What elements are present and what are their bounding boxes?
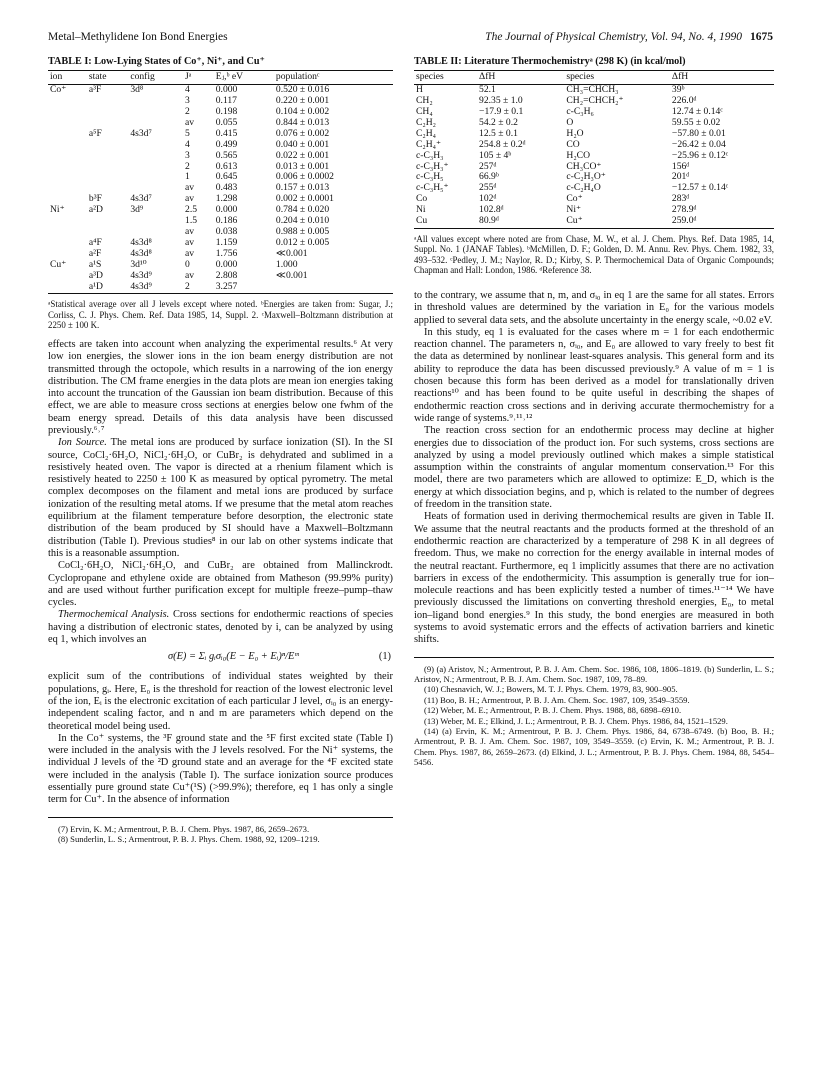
table-cell: −26.42 ± 0.04	[671, 138, 726, 150]
page-number: 1675	[750, 31, 773, 43]
table-row	[414, 140, 774, 151]
table-cell: 4	[185, 138, 190, 150]
table-cell: 5	[185, 127, 190, 139]
table-cell	[128, 216, 183, 227]
table-cell: O	[566, 116, 574, 128]
reference-12: (12) Weber, M. E.; Armentrout, P. B. J. Chem. Phys. 1988, 88, 6898–6910.	[424, 705, 682, 716]
table-cell: 102ᵈ	[479, 193, 497, 205]
left-paragraph-5: explicit sum of the contributions of individual states weighted by their populations, gᵢ. Here, E₀ is the threshold for reaction of the lowest electronic level of the ion, Eᵢ is the electronic excitation of each particular J level, σᵢ₀ is an energy-independent scaling factor, and n and m are parameters which depend on the theoretical model being used.	[48, 671, 393, 732]
thermochemical-text: Cross sections for endothermic reactions of species having a distribution of electronic states, denoted by i, can be analyzed by using eq 1, which involves an	[48, 609, 393, 646]
table-cell: c-C₃H₃	[416, 149, 444, 161]
table-cell: 1.5	[185, 215, 198, 227]
table-cell	[48, 238, 87, 249]
table1-column-header: Eⱼ,ᵇ eV	[214, 71, 274, 85]
right-paragraph-4: Heats of formation used in deriving thermochemical results are given in Table II. We assume that the neutral reactants and the products formed at the threshold of an endothermic reaction are characterized by a temperature of 298 K in all degrees of freedom. Thus, we make no correction for the energy available in internal modes of the neutral reactant. Furthermore, eq 1 implicitly assumes that there are no activation barriers in excess of the endothermicity. This assumption is generally true for ion–molecule reactions and has been explicitly tested a number of times.¹¹⁻¹⁴ We have previously discussed the limitations on converting threshold energies, E₀, to metal ion–ligand bond energies.⁹ In this study, the bond energies are measured in both systems to avoid systematic errors and the effects of activation barriers and kinetic shifts.	[414, 511, 774, 646]
table-cell: CO	[566, 138, 580, 150]
table-cell: 4s3d⁹	[128, 282, 183, 294]
section-head-thermochemical: Thermochemical Analysis.	[58, 609, 170, 621]
table-cell: 2.5	[185, 204, 198, 216]
table-cell	[87, 172, 128, 183]
table-row	[48, 260, 393, 271]
table-cell: 0.220 ± 0.001	[275, 95, 330, 107]
left-paragraph-4	[48, 609, 393, 646]
table-cell	[128, 162, 183, 173]
left-references	[48, 817, 393, 845]
table-cell	[87, 151, 128, 162]
table-cell	[87, 96, 128, 107]
table-cell: 0.186	[215, 215, 238, 227]
table-cell: Co⁺	[50, 84, 67, 96]
table-cell: H₂CO	[566, 149, 590, 161]
table-cell	[87, 162, 128, 173]
table-cell: 201ᵈ	[671, 171, 690, 183]
table-cell: 3d⁹	[130, 204, 144, 216]
table-cell: c-C₃H₆	[566, 106, 594, 118]
table-row	[414, 216, 774, 228]
table-cell: 255ᵈ	[479, 182, 497, 194]
table-cell: av	[185, 247, 195, 259]
table2-column-header: species	[564, 71, 670, 85]
table-cell	[48, 216, 87, 227]
table-cell: 0.157 ± 0.013	[275, 182, 330, 194]
table-cell: 4s3d⁸	[130, 236, 152, 248]
table-cell: 0.012 ± 0.005	[275, 236, 330, 248]
table-cell: c-C₃H₅⁺	[416, 182, 449, 194]
table-cell: 0.006 ± 0.0002	[275, 171, 334, 183]
left-paragraph-1: effects are taken into account when analyzing the experimental results.⁶ At very low ion energies, the slower ions in the ion beam energy distribution are not transmitted through the octopole, which results in a narrowing of the ion energy distribution. The CM frame energies in the data plots are mean ion energies taking into account the truncation of the Gaussian ion beam distribution. Because of this effect, we are able to measure cross sections at energies below one fwhm of the beam energy spread. Details of this data analysis have been discussed previously.⁶˒⁷	[48, 338, 393, 436]
table-cell: 0.002 ± 0.0001	[275, 193, 334, 205]
table-cell: 0.784 ± 0.020	[275, 204, 330, 216]
table-cell: 0.013 ± 0.001	[275, 160, 330, 172]
table-cell: 1	[185, 171, 190, 183]
table-cell: 1.159	[215, 236, 238, 248]
equation-number: (1)	[378, 651, 391, 663]
table-cell: 4s3d⁹	[130, 269, 152, 281]
table-cell: CH₂=CHCH₂⁺	[566, 95, 624, 107]
table-cell: a²D	[88, 204, 103, 216]
table-cell: 0.499	[215, 138, 238, 150]
table-cell: −25.96 ± 0.12ᶜ	[671, 149, 729, 161]
table-cell	[128, 96, 183, 107]
table-cell: a⁵F	[88, 127, 102, 139]
table-cell	[274, 282, 393, 294]
table-cell: Cu⁺	[564, 216, 670, 228]
table-cell	[48, 129, 87, 140]
table-cell: 3	[185, 95, 190, 107]
table-cell: 66.9ᵇ	[479, 171, 499, 183]
table-cell: 0.204 ± 0.010	[275, 215, 330, 227]
table-cell: Ni⁺	[566, 204, 582, 216]
table-cell: av	[185, 225, 195, 237]
table-cell: 226.0ᵈ	[671, 95, 697, 107]
table1-column-header: Jᵃ	[183, 71, 214, 85]
table-cell	[48, 162, 87, 173]
table-cell: 0.988 ± 0.005	[275, 225, 330, 237]
table-cell: 2.808	[215, 269, 238, 281]
table-cell: 3	[185, 149, 190, 161]
table-cell: 12.74 ± 0.14ᶜ	[671, 106, 723, 118]
table-cell: 3d⁸	[130, 84, 144, 96]
table1	[48, 70, 393, 294]
table-row	[414, 194, 774, 205]
table-cell: −17.9 ± 0.1	[479, 106, 524, 118]
equation-1	[48, 649, 393, 667]
table-cell: CH₄	[416, 106, 433, 118]
table-cell: −12.57 ± 0.14ᶜ	[671, 182, 729, 194]
table-cell: H	[416, 84, 423, 96]
table-cell: 4s3d⁷	[130, 193, 152, 205]
table2-footnote: ᵃAll values except where noted are from Chase, M. W., et al. J. Chem. Phys. Ref. Data 1985, 14, Suppl. No. 1 (JANAF Tables). ᵇMcMillen, D. F.; Golden, D. M. Annu. Rev. Phys. Chem. 1982, 33, 493–532. ᶜPedley, J. M.; Naylor, R. D.; Kirby, S. P. Thermochemical Data of Organic Compounds; Chapman and Hall: London, 1986. ᵈReference 38.	[414, 233, 774, 276]
left-paragraph-3: CoCl₂·6H₂O, NiCl₂·6H₂O, and CuBr₂ are obtained from Mallinckrodt. Cyclopropane and ethylene oxide are obtained from Matheson (99.99% purity) and are used without further purification except for multiple freeze–pump–thaw cycles.	[48, 560, 393, 609]
ion-source-text: The metal ions are produced by surface ionization (SI). In the SI source, CoCl₂·6H₂O, NiCl₂·6H₂O, or CuBr₂ is dehydrated and sublimed in a resistively heated oven. The vapor is directed at a rhenium filament which is resistively heated to 2250 ± 100 K as measured by optical pyrometry. The metal complex decomposes on the filament and metal ions are produced by surface ionization of the resulting metal atoms. If we presume that the metal atom reaches equilibrium at the filament temperature before desorption, the electronic state distribution of the beam produced by SI should have a Maxwell–Boltzmann distribution (Table I). Previous studies⁸ in our lab on other systems indicate that this is a reasonable assumption.	[48, 437, 394, 559]
section-head-ion-source: Ion Source.	[58, 437, 107, 449]
table-cell: 0.613	[215, 160, 238, 172]
left-paragraph-6: In the Co⁺ systems, the ³F ground state and the ⁵F first excited state (Table I) were included in the analysis with the J levels resolved. For the Ni⁺ systems, the individual J levels of the ²D ground state and an average for the ⁴F excited state were included in the analysis (Table I). The surface ionization source produces essentially pure ground state Cu⁺(¹S) (>99.9%); therefore, eq 1 has only a single term for Cu⁺. In the absence of information	[48, 732, 393, 806]
table-cell: CH₂	[416, 95, 433, 107]
table-cell: 92.35 ± 1.0	[479, 95, 523, 107]
table-cell: 3d¹⁰	[130, 258, 147, 270]
table-cell: 0.198	[215, 106, 238, 118]
table2	[414, 70, 774, 229]
table-cell: a¹D	[87, 282, 128, 294]
reference-13: (13) Weber, M. E.; Elkind, J. L.; Armentrout, P. B. J. Chem. Phys. 1986, 84, 1521–1529.	[424, 715, 728, 726]
table1-header-row	[48, 71, 393, 85]
table-cell	[128, 107, 183, 118]
journal-name: The Journal of Physical Chemistry, Vol. 94, No. 4, 1990	[485, 31, 742, 43]
left-paragraph-2	[48, 437, 393, 560]
table-cell: 0.565	[215, 149, 238, 161]
table-cell: a¹S	[88, 258, 102, 270]
table-row	[48, 140, 393, 151]
table-cell: 105 ± 4ᵇ	[479, 149, 512, 161]
table-cell	[48, 227, 87, 238]
table-cell: 0.022 ± 0.001	[275, 149, 330, 161]
table-cell: 0.000	[215, 84, 238, 96]
table-row	[414, 151, 774, 162]
table-cell: 4s3d⁸	[130, 247, 152, 259]
table-cell: H₂O	[566, 127, 584, 139]
table-cell	[48, 282, 87, 294]
table-cell: 0.040 ± 0.001	[275, 138, 330, 150]
table-cell: Cu⁺	[50, 258, 67, 270]
table-cell: 1.000	[275, 258, 298, 270]
table-cell: 52.1	[479, 84, 496, 96]
table-cell: 259.0ᵈ	[670, 216, 774, 228]
table-row	[48, 271, 393, 282]
table-cell	[87, 216, 128, 227]
reference-10: (10) Chesnavich, W. J.; Bowers, M. T. J. Phys. Chem. 1979, 83, 900–905.	[424, 684, 678, 695]
table-cell: 0.104 ± 0.002	[275, 106, 330, 118]
table-row	[48, 151, 393, 162]
table-cell: 1.298	[215, 193, 238, 205]
table-cell: av	[185, 269, 195, 281]
table1-column-header: populationᶜ	[274, 71, 393, 85]
table-cell	[48, 118, 87, 129]
table-cell: 283ᵈ	[671, 193, 690, 205]
table-cell	[48, 96, 87, 107]
table-cell: 0.076 ± 0.002	[275, 127, 330, 139]
table-cell: 1.756	[215, 247, 238, 259]
table-cell: a⁴F	[88, 236, 102, 248]
table-cell: 254.8 ± 0.2ᵈ	[479, 138, 526, 150]
table-cell: 0.000	[215, 258, 238, 270]
table-row	[48, 282, 393, 294]
table-cell: −57.80 ± 0.01	[671, 127, 726, 139]
reference-11: (11) Boo, B. H.; Armentrout, P. B. J. Am. Chem. Soc. 1987, 109, 3549–3559.	[424, 694, 690, 705]
table-cell	[48, 271, 87, 282]
table2-column-header: species	[414, 71, 477, 85]
table-cell: a²F	[88, 247, 102, 259]
table-cell: C₂H₄⁺	[416, 138, 442, 150]
table1-footnote: ᵃStatistical average over all J levels except where noted. ᵇEnergies are taken from: Sugar, J.; Corliss, C. J. Phys. Chem. Ref. Data 1985, 14, Suppl. 2. ᶜMaxwell–Boltzmann distribution at 2250 ± 100 K.	[48, 299, 393, 331]
table-cell: 3.257	[214, 282, 274, 294]
table-cell: 102.8ᵈ	[479, 204, 504, 216]
table-row	[414, 183, 774, 194]
table-cell	[87, 107, 128, 118]
table-cell: c-C₂H₃O⁺	[566, 171, 606, 183]
table-cell: 12.5 ± 0.1	[479, 127, 518, 139]
table-cell: c-C₃H₃⁺	[416, 160, 449, 172]
table-cell: c-C₂H₄O	[566, 182, 601, 194]
table-cell: 0.520 ± 0.016	[275, 84, 330, 96]
table-cell: C₂H₄	[416, 127, 437, 139]
reference-8: (8) Sunderlin, L. S.; Armentrout, P. B. J. Phys. Chem. 1988, 92, 1209–1219.	[58, 834, 320, 845]
right-column	[414, 56, 774, 768]
table-cell: 54.2 ± 0.2	[479, 116, 518, 128]
table2-column-header: ΔfH	[670, 71, 774, 85]
table-cell: Ni⁺	[50, 204, 65, 216]
table2-header-row	[414, 71, 774, 85]
table-cell: Co	[416, 193, 428, 205]
running-title: Metal–Methylidene Ion Bond Energies	[48, 31, 228, 43]
table-cell: c-C₃H₅	[416, 171, 444, 183]
table-cell: 0	[185, 258, 190, 270]
table-cell: 0.055	[215, 116, 238, 128]
table-cell: 257ᵈ	[479, 160, 497, 172]
table-cell	[48, 151, 87, 162]
table-cell: av	[185, 116, 195, 128]
right-paragraph-3: The reaction cross section for an endothermic process may decline at higher energies due to dissociation of the product ion. For such systems, cross sections are analyzed by using a model previously outlined which makes a simple statistical assumption within the constraints of angular momentum conservation.¹³ For this model, there are two parameters which are allowed to optimize: E_D, which is the energy at which dissociation begins, and p, which is related to the number of degrees of freedom in the transition state.	[414, 425, 774, 511]
table-cell: Ni	[416, 204, 426, 216]
reference-9: (9) (a) Aristov, N.; Armentrout, P. B. J. Am. Chem. Soc. 1986, 108, 1806–1819. (b) Sunderlin, L. S.; Aristov, N.; Armentrout, P. B. J. Am. Chem. Soc. 1987, 109, 78–89.	[414, 663, 774, 684]
table-cell	[48, 107, 87, 118]
table-cell: 4	[185, 84, 190, 96]
table-cell	[128, 140, 183, 151]
table-cell: 156ᵈ	[671, 160, 690, 172]
table-cell: 0.483	[215, 182, 238, 194]
table-cell: 59.55 ± 0.02	[671, 116, 721, 128]
table-row	[414, 205, 774, 216]
table2-body	[414, 85, 774, 229]
table-cell: Co⁺	[566, 193, 583, 205]
table-cell: 2	[185, 106, 190, 118]
table-cell: av	[185, 236, 195, 248]
table1-body	[48, 85, 393, 294]
table-cell	[48, 140, 87, 151]
table2-column-header: ΔfH	[477, 71, 564, 85]
reference-7: (7) Ervin, K. M.; Armentrout, P. B. J. Chem. Phys. 1987, 86, 2659–2673.	[58, 823, 310, 834]
equation-body: σ(E) = Σᵢ gᵢσᵢ₀(E − E₀ + Eᵢ)ⁿ/Eᵐ	[168, 651, 299, 663]
table-cell: 0.415	[215, 127, 238, 139]
right-paragraph-1: to the contrary, we assume that n, m, and σᵢ₀ in eq 1 are the same for all states. Errors in threshold values are determined by the variation in E₀ for the various models applied to several data sets, and the absolute uncertainty in the energy scale, ~0.02 eV.	[414, 289, 774, 326]
table-cell	[48, 172, 87, 183]
table-cell: CH₃CO⁺	[566, 160, 602, 172]
table-cell: 2	[183, 282, 214, 294]
table-cell: 2	[185, 160, 190, 172]
table-row	[414, 107, 774, 118]
table-cell: C₂H₂	[416, 116, 437, 128]
right-paragraph-2: In this study, eq 1 is evaluated for the cases where m = 1 for each endothermic reaction channel. The parameters n, σᵢ₀, and E₀ are allowed to vary freely to best fit the data as determined by nonlinear least-squares analysis. This general form and its ability to reproduce the data has been discussed previously.⁹ A value of m = 1 is chosen because this form has been derived as a model for translationally driven reactions¹⁰ and has been found to be quite useful in describing the shapes of endothermic reaction cross sections and in deriving accurate thermochemistry for a wide range of systems.⁹˒¹¹˒¹²	[414, 326, 774, 424]
reference-14: (14) (a) Ervin, K. M.; Armentrout, P. B. J. Chem. Phys. 1986, 84, 6738–6749. (b) Boo, B. H.; Armentrout, P. B. J. Am. Chem. Soc. 1987, 109, 3549–3559. (c) Ervin, K. M.; Armentrout, P. B. J. Chem. Phys. 1987, 86, 2659–2673. (d) Elkind, J. L.; Armentrout, P. B. J. Phys. Chem. 1984, 88, 5454–5456.	[414, 726, 774, 768]
right-references	[414, 657, 774, 768]
table-cell: 39ᵇ	[671, 84, 685, 96]
table1-column-header: config	[128, 71, 183, 85]
table-cell: 0.117	[215, 95, 237, 107]
table2-title: TABLE II: Literature Thermochemistryᵃ (298 K) (in kcal/mol)	[414, 56, 686, 67]
left-column	[48, 56, 393, 844]
table-cell	[48, 183, 87, 194]
table-cell: b³F	[88, 193, 102, 205]
table-cell: Cu	[414, 216, 477, 228]
table-cell: 278.9ᵈ	[671, 204, 697, 216]
table-cell	[87, 140, 128, 151]
table1-column-header: ion	[48, 71, 87, 85]
table-cell	[128, 151, 183, 162]
table-cell: 0.645	[215, 171, 238, 183]
table-cell: 4s3d⁷	[130, 127, 152, 139]
table1-title: TABLE I: Low-Lying States of Co⁺, Ni⁺, and Cu⁺	[48, 56, 265, 67]
table-cell: CH₃=CHCH₃	[566, 84, 619, 96]
table-cell: 80.9ᵈ	[477, 216, 564, 228]
table-cell: 0.000	[215, 204, 238, 216]
running-header	[48, 31, 773, 45]
table-cell: av	[185, 182, 195, 194]
table-cell: ≪0.001	[275, 247, 308, 259]
table-cell: av	[185, 193, 195, 205]
table-cell	[128, 172, 183, 183]
table-cell: a³F	[88, 84, 102, 96]
table-cell: ≪0.001	[275, 269, 308, 281]
table-cell: 0.038	[215, 225, 238, 237]
table1-column-header: state	[87, 71, 128, 85]
table-cell: 0.844 ± 0.013	[275, 116, 330, 128]
table-cell: a³D	[88, 269, 103, 281]
journal-citation	[485, 31, 773, 43]
